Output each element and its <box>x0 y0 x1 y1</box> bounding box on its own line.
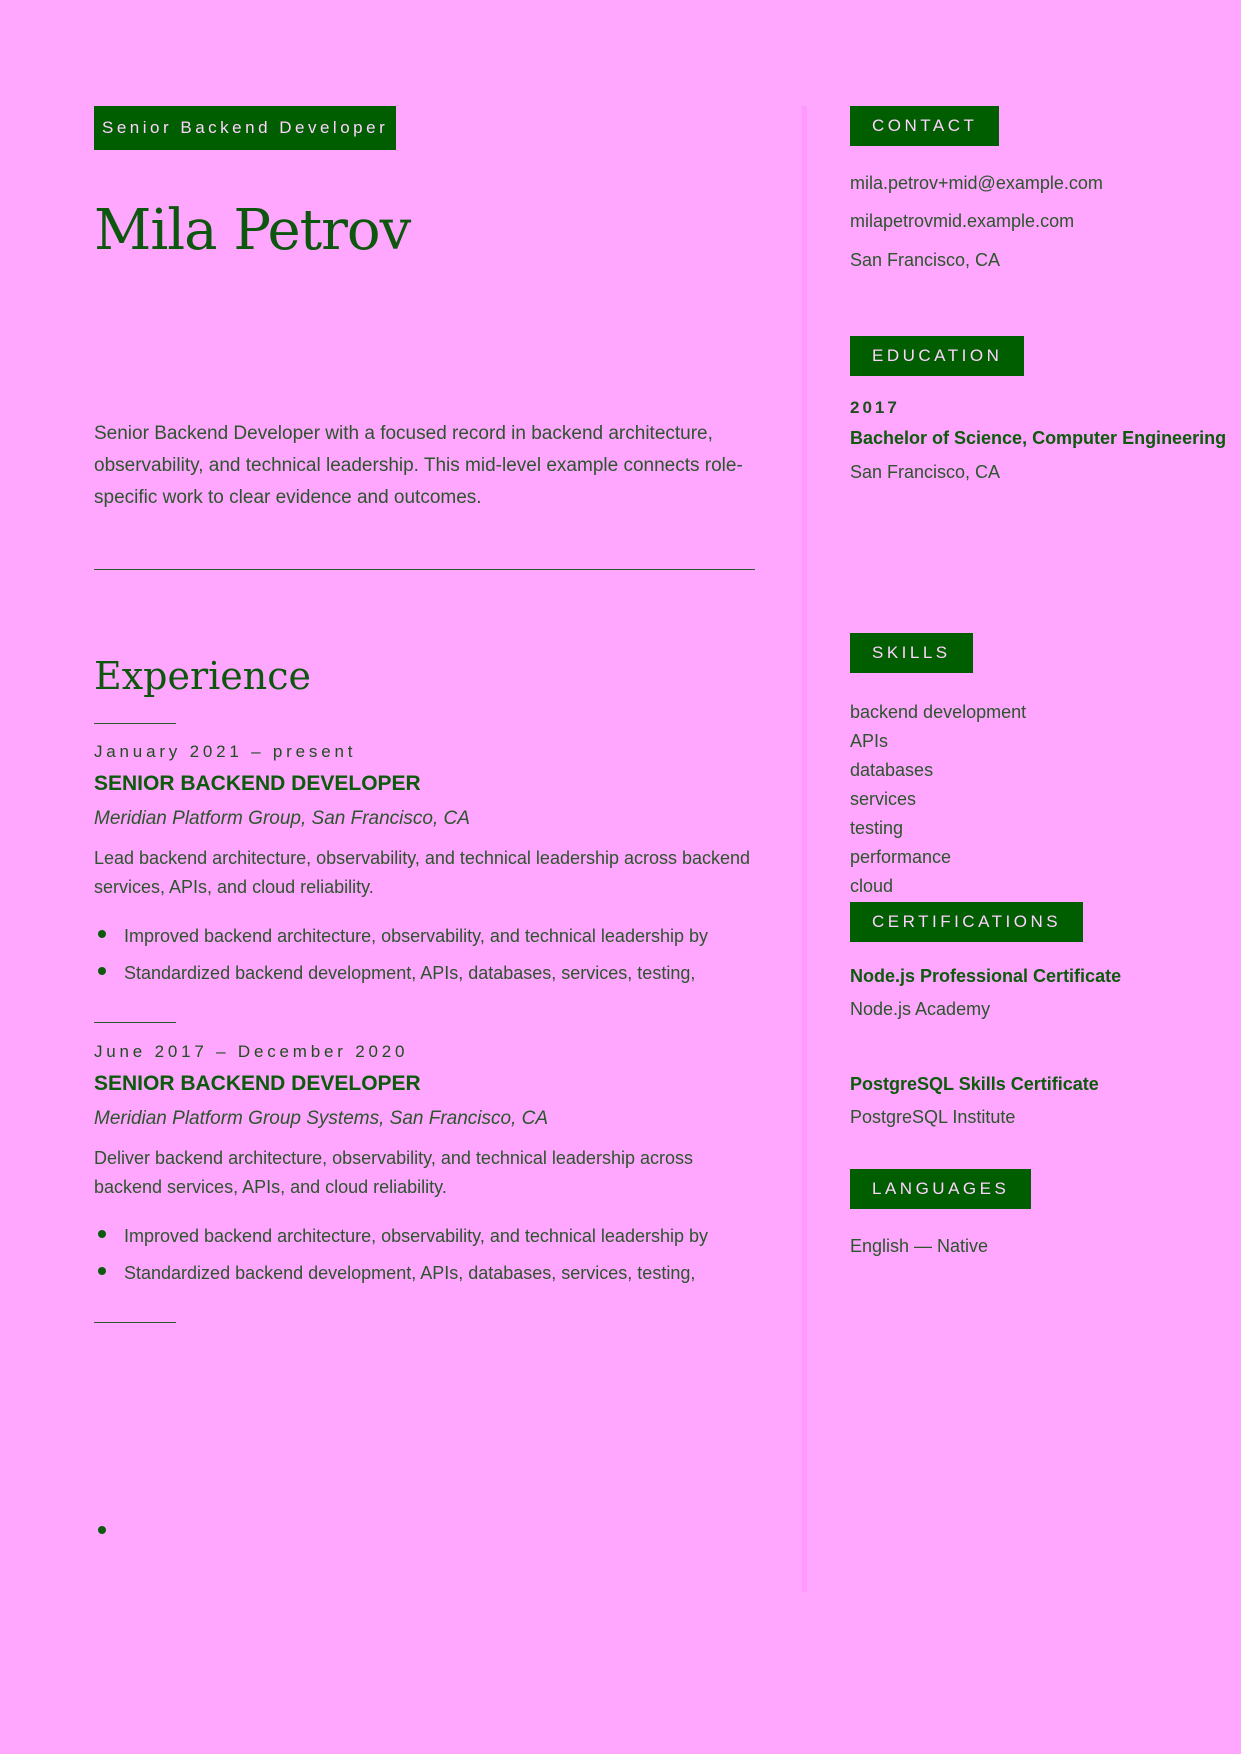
bullet-text: Improved backend architecture, observability, and technical leadership by <box>124 926 708 946</box>
candidate-name: Mila Petrov <box>94 198 411 263</box>
bullet-icon <box>98 930 106 938</box>
profile-summary: Senior Backend Developer with a focused record in backend architecture, observability, and technical leadership. This mid-level example connects role-specific work to clear evidence and outcomes. <box>94 423 743 508</box>
skills-heading: SKILLS <box>850 633 973 673</box>
bullet-text: Standardized backend development, APIs, databases, services, testing, <box>124 963 696 983</box>
certifications-heading: CERTIFICATIONS <box>850 902 1083 942</box>
skill-item: testing <box>850 818 904 838</box>
bullet-icon <box>98 1526 106 1534</box>
job-divider <box>94 1022 176 1023</box>
job-company: Meridian Platform Group Systems, San Francisco, CA <box>94 1108 549 1129</box>
contact-heading: CONTACT <box>850 106 999 146</box>
job-title: SENIOR BACKEND DEVELOPER <box>94 772 421 795</box>
education-degree: Bachelor of Science, Computer Engineering <box>850 428 1227 448</box>
certification-issuer: PostgreSQL Institute <box>850 1107 1016 1127</box>
job-divider <box>94 1322 176 1323</box>
bullet-icon <box>98 967 106 975</box>
education-heading: EDUCATION <box>850 336 1024 376</box>
skills-list <box>850 698 1150 896</box>
job-entry <box>94 1042 756 1292</box>
experience-heading: Experience <box>94 654 312 698</box>
job-description: Lead backend architecture, observability, and technical leadership across backend services, APIs, and cloud reliability. <box>94 848 751 897</box>
skill-item: services <box>850 789 917 809</box>
job-bullet <box>94 1222 756 1252</box>
bullet-icon <box>98 1267 106 1275</box>
bullet-icon <box>98 1230 106 1238</box>
section-divider <box>94 569 755 570</box>
contact-website[interactable]: milapetrovmid.example.com <box>850 211 1075 231</box>
job-description: Deliver backend architecture, observability, and technical leadership across backend services, APIs, and cloud reliability. <box>94 1148 693 1197</box>
job-bullet <box>94 959 756 989</box>
languages-heading: LANGUAGES <box>850 1169 1031 1209</box>
certification-issuer: Node.js Academy <box>850 999 991 1019</box>
skill-item: performance <box>850 847 952 867</box>
skill-item: APIs <box>850 731 889 751</box>
job-bullet <box>94 922 756 952</box>
job-dates: June 2017 – December 2020 <box>94 1042 409 1061</box>
job-divider <box>94 723 176 724</box>
job-company: Meridian Platform Group, San Francisco, CA <box>94 808 470 829</box>
main-column <box>94 0 756 1754</box>
column-divider <box>802 106 807 1592</box>
education-year: 2017 <box>850 398 900 417</box>
sidebar <box>850 0 1227 1754</box>
bullet-text: Improved backend architecture, observability, and technical leadership by <box>124 1226 708 1246</box>
bullet-text: Standardized backend development, APIs, databases, services, testing, <box>124 1263 696 1283</box>
certification-name: Node.js Professional Certificate <box>850 966 1122 986</box>
skill-item: databases <box>850 760 934 780</box>
job-title: SENIOR BACKEND DEVELOPER <box>94 1072 421 1095</box>
job-bullet <box>94 1259 756 1289</box>
job-dates: January 2021 – present <box>94 742 357 761</box>
contact-email[interactable]: mila.petrov+mid@example.com <box>850 173 1103 193</box>
certification-name: PostgreSQL Skills Certificate <box>850 1074 1099 1094</box>
skill-item: cloud <box>850 876 894 896</box>
skill-item: backend development <box>850 702 1027 722</box>
language-item: English — Native <box>850 1236 989 1256</box>
job-entry <box>94 742 756 992</box>
role-tag: Senior Backend Developer <box>94 106 396 150</box>
contact-location: San Francisco, CA <box>850 250 1001 270</box>
education-location: San Francisco, CA <box>850 462 1001 482</box>
